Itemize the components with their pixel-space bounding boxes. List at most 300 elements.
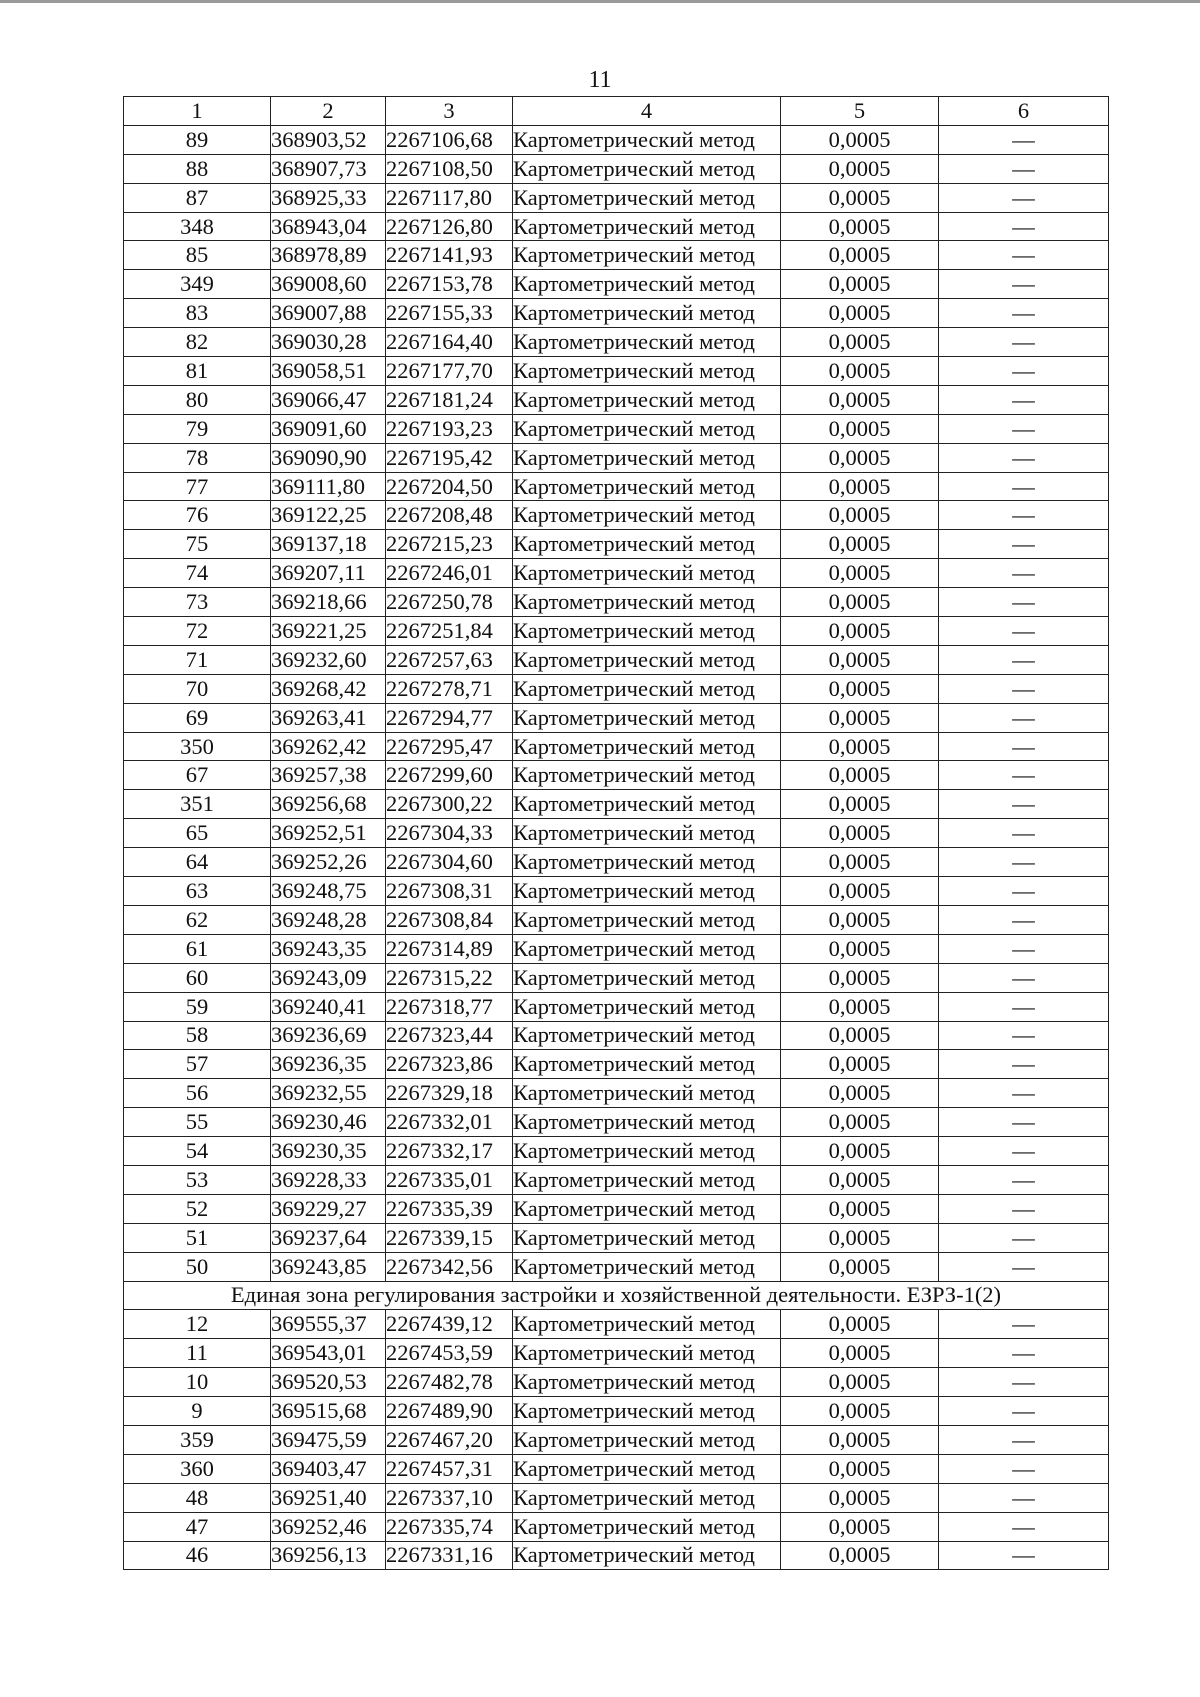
- note-cell: —: [939, 414, 1109, 443]
- accuracy-cell: 0,0005: [781, 1021, 939, 1050]
- point-number-cell: 61: [124, 934, 271, 963]
- method-cell: Картометрический метод: [513, 1079, 781, 1108]
- x-coordinate-cell: 369248,28: [271, 905, 386, 934]
- y-coordinate-cell: 2267304,60: [386, 848, 513, 877]
- note-cell: —: [939, 154, 1109, 183]
- x-coordinate-cell: 369007,88: [271, 299, 386, 328]
- accuracy-cell: 0,0005: [781, 357, 939, 386]
- point-number-cell: 89: [124, 125, 271, 154]
- accuracy-cell: 0,0005: [781, 183, 939, 212]
- method-cell: Картометрический метод: [513, 1223, 781, 1252]
- table-row: [124, 1310, 1109, 1339]
- point-number-cell: 77: [124, 472, 271, 501]
- note-cell: —: [939, 183, 1109, 212]
- section-title-row: [124, 1281, 1109, 1310]
- table-row: [124, 1194, 1109, 1223]
- y-coordinate-cell: 2267457,31: [386, 1454, 513, 1483]
- x-coordinate-cell: 369207,11: [271, 559, 386, 588]
- point-number-cell: 69: [124, 703, 271, 732]
- x-coordinate-cell: 369058,51: [271, 357, 386, 386]
- table-row: [124, 1483, 1109, 1512]
- point-number-cell: 360: [124, 1454, 271, 1483]
- point-number-cell: 70: [124, 674, 271, 703]
- accuracy-cell: 0,0005: [781, 1368, 939, 1397]
- accuracy-cell: 0,0005: [781, 299, 939, 328]
- table-row: [124, 241, 1109, 270]
- method-cell: Картометрический метод: [513, 125, 781, 154]
- point-number-cell: 87: [124, 183, 271, 212]
- accuracy-cell: 0,0005: [781, 617, 939, 646]
- point-number-cell: 72: [124, 617, 271, 646]
- y-coordinate-cell: 2267323,44: [386, 1021, 513, 1050]
- table-row: [124, 1223, 1109, 1252]
- x-coordinate-cell: 369543,01: [271, 1339, 386, 1368]
- method-cell: Картометрический метод: [513, 1021, 781, 1050]
- accuracy-cell: 0,0005: [781, 559, 939, 588]
- x-coordinate-cell: 369236,69: [271, 1021, 386, 1050]
- y-coordinate-cell: 2267108,50: [386, 154, 513, 183]
- accuracy-cell: 0,0005: [781, 212, 939, 241]
- table-row: [124, 819, 1109, 848]
- accuracy-cell: 0,0005: [781, 732, 939, 761]
- table-row: [124, 588, 1109, 617]
- point-number-cell: 349: [124, 270, 271, 299]
- note-cell: —: [939, 1397, 1109, 1426]
- x-coordinate-cell: 369252,26: [271, 848, 386, 877]
- accuracy-cell: 0,0005: [781, 877, 939, 906]
- table-row: [124, 645, 1109, 674]
- note-cell: —: [939, 1079, 1109, 1108]
- y-coordinate-cell: 2267278,71: [386, 674, 513, 703]
- y-coordinate-cell: 2267331,16: [386, 1541, 513, 1570]
- method-cell: Картометрический метод: [513, 385, 781, 414]
- point-number-cell: 81: [124, 357, 271, 386]
- table-row: [124, 1512, 1109, 1541]
- method-cell: Картометрический метод: [513, 212, 781, 241]
- point-number-cell: 65: [124, 819, 271, 848]
- y-coordinate-cell: 2267335,39: [386, 1194, 513, 1223]
- method-cell: Картометрический метод: [513, 905, 781, 934]
- x-coordinate-cell: 369229,27: [271, 1194, 386, 1223]
- note-cell: —: [939, 645, 1109, 674]
- y-coordinate-cell: 2267482,78: [386, 1368, 513, 1397]
- accuracy-cell: 0,0005: [781, 992, 939, 1021]
- note-cell: —: [939, 1483, 1109, 1512]
- point-number-cell: 52: [124, 1194, 271, 1223]
- point-number-cell: 47: [124, 1512, 271, 1541]
- y-coordinate-cell: 2267308,84: [386, 905, 513, 934]
- point-number-cell: 11: [124, 1339, 271, 1368]
- y-coordinate-cell: 2267315,22: [386, 963, 513, 992]
- note-cell: —: [939, 1223, 1109, 1252]
- method-cell: Картометрический метод: [513, 1050, 781, 1079]
- table-row: [124, 1108, 1109, 1137]
- method-cell: Картометрический метод: [513, 443, 781, 472]
- method-cell: Картометрический метод: [513, 645, 781, 674]
- method-cell: Картометрический метод: [513, 1339, 781, 1368]
- note-cell: —: [939, 1368, 1109, 1397]
- y-coordinate-cell: 2267153,78: [386, 270, 513, 299]
- table-row: [124, 357, 1109, 386]
- x-coordinate-cell: 369240,41: [271, 992, 386, 1021]
- accuracy-cell: 0,0005: [781, 472, 939, 501]
- header-cell-2: 2: [271, 97, 386, 126]
- header-cell-6: 6: [939, 97, 1109, 126]
- note-cell: —: [939, 905, 1109, 934]
- method-cell: Картометрический метод: [513, 1512, 781, 1541]
- table-row: [124, 934, 1109, 963]
- x-coordinate-cell: 369091,60: [271, 414, 386, 443]
- y-coordinate-cell: 2267332,17: [386, 1137, 513, 1166]
- point-number-cell: 79: [124, 414, 271, 443]
- x-coordinate-cell: 369218,66: [271, 588, 386, 617]
- point-number-cell: 60: [124, 963, 271, 992]
- method-cell: Картометрический метод: [513, 559, 781, 588]
- table-row: [124, 443, 1109, 472]
- header-cell-5: 5: [781, 97, 939, 126]
- table-row: [124, 414, 1109, 443]
- x-coordinate-cell: 369252,51: [271, 819, 386, 848]
- table-row: [124, 385, 1109, 414]
- y-coordinate-cell: 2267251,84: [386, 617, 513, 646]
- note-cell: —: [939, 299, 1109, 328]
- note-cell: —: [939, 357, 1109, 386]
- method-cell: Картометрический метод: [513, 299, 781, 328]
- point-number-cell: 75: [124, 530, 271, 559]
- method-cell: Картометрический метод: [513, 1397, 781, 1426]
- y-coordinate-cell: 2267106,68: [386, 125, 513, 154]
- note-cell: —: [939, 1454, 1109, 1483]
- y-coordinate-cell: 2267314,89: [386, 934, 513, 963]
- y-coordinate-cell: 2267300,22: [386, 790, 513, 819]
- accuracy-cell: 0,0005: [781, 761, 939, 790]
- point-number-cell: 348: [124, 212, 271, 241]
- x-coordinate-cell: 369263,41: [271, 703, 386, 732]
- point-number-cell: 57: [124, 1050, 271, 1079]
- accuracy-cell: 0,0005: [781, 1454, 939, 1483]
- note-cell: —: [939, 1541, 1109, 1570]
- note-cell: —: [939, 472, 1109, 501]
- point-number-cell: 48: [124, 1483, 271, 1512]
- note-cell: —: [939, 443, 1109, 472]
- method-cell: Картометрический метод: [513, 1368, 781, 1397]
- top-edge-rule: [0, 0, 1200, 3]
- accuracy-cell: 0,0005: [781, 414, 939, 443]
- point-number-cell: 53: [124, 1165, 271, 1194]
- point-number-cell: 51: [124, 1223, 271, 1252]
- method-cell: Картометрический метод: [513, 241, 781, 270]
- accuracy-cell: 0,0005: [781, 588, 939, 617]
- table-row: [124, 877, 1109, 906]
- section-row-group: [124, 1281, 1109, 1310]
- y-coordinate-cell: 2267323,86: [386, 1050, 513, 1079]
- accuracy-cell: 0,0005: [781, 905, 939, 934]
- point-number-cell: 9: [124, 1397, 271, 1426]
- y-coordinate-cell: 2267339,15: [386, 1223, 513, 1252]
- y-coordinate-cell: 2267164,40: [386, 328, 513, 357]
- note-cell: —: [939, 212, 1109, 241]
- accuracy-cell: 0,0005: [781, 1165, 939, 1194]
- point-number-cell: 351: [124, 790, 271, 819]
- accuracy-cell: 0,0005: [781, 154, 939, 183]
- x-coordinate-cell: 369248,75: [271, 877, 386, 906]
- section-title: Единая зона регулирования застройки и хозяйственной деятельности. ЕЗРЗ-1(2): [124, 1281, 1109, 1310]
- x-coordinate-cell: 369251,40: [271, 1483, 386, 1512]
- method-cell: Картометрический метод: [513, 1425, 781, 1454]
- point-number-cell: 359: [124, 1425, 271, 1454]
- y-coordinate-cell: 2267439,12: [386, 1310, 513, 1339]
- x-coordinate-cell: 368978,89: [271, 241, 386, 270]
- x-coordinate-cell: 369228,33: [271, 1165, 386, 1194]
- accuracy-cell: 0,0005: [781, 241, 939, 270]
- y-coordinate-cell: 2267304,33: [386, 819, 513, 848]
- table-row: [124, 1368, 1109, 1397]
- table-row: [124, 1050, 1109, 1079]
- point-number-cell: 88: [124, 154, 271, 183]
- x-coordinate-cell: 369520,53: [271, 1368, 386, 1397]
- y-coordinate-cell: 2267337,10: [386, 1483, 513, 1512]
- method-cell: Картометрический метод: [513, 328, 781, 357]
- note-cell: —: [939, 501, 1109, 530]
- note-cell: —: [939, 588, 1109, 617]
- table-row: [124, 1425, 1109, 1454]
- table-row: [124, 1137, 1109, 1166]
- table-row: [124, 1079, 1109, 1108]
- x-coordinate-cell: 369230,35: [271, 1137, 386, 1166]
- method-cell: Картометрический метод: [513, 1108, 781, 1137]
- y-coordinate-cell: 2267335,01: [386, 1165, 513, 1194]
- table-row: [124, 212, 1109, 241]
- y-coordinate-cell: 2267342,56: [386, 1252, 513, 1281]
- accuracy-cell: 0,0005: [781, 1512, 939, 1541]
- y-coordinate-cell: 2267195,42: [386, 443, 513, 472]
- x-coordinate-cell: 369221,25: [271, 617, 386, 646]
- table-row: [124, 1339, 1109, 1368]
- y-coordinate-cell: 2267453,59: [386, 1339, 513, 1368]
- note-cell: —: [939, 125, 1109, 154]
- method-cell: Картометрический метод: [513, 1194, 781, 1223]
- note-cell: —: [939, 1021, 1109, 1050]
- note-cell: —: [939, 703, 1109, 732]
- x-coordinate-cell: 369066,47: [271, 385, 386, 414]
- point-number-cell: 63: [124, 877, 271, 906]
- point-number-cell: 46: [124, 1541, 271, 1570]
- point-number-cell: 74: [124, 559, 271, 588]
- method-cell: Картометрический метод: [513, 270, 781, 299]
- y-coordinate-cell: 2267215,23: [386, 530, 513, 559]
- accuracy-cell: 0,0005: [781, 1252, 939, 1281]
- point-number-cell: 59: [124, 992, 271, 1021]
- table-row: [124, 848, 1109, 877]
- x-coordinate-cell: 369243,85: [271, 1252, 386, 1281]
- method-cell: Картометрический метод: [513, 1483, 781, 1512]
- x-coordinate-cell: 369256,13: [271, 1541, 386, 1570]
- x-coordinate-cell: 369230,46: [271, 1108, 386, 1137]
- x-coordinate-cell: 369257,38: [271, 761, 386, 790]
- note-cell: —: [939, 1425, 1109, 1454]
- accuracy-cell: 0,0005: [781, 328, 939, 357]
- method-cell: Картометрический метод: [513, 934, 781, 963]
- coordinates-table: [123, 96, 1109, 1570]
- point-number-cell: 82: [124, 328, 271, 357]
- x-coordinate-cell: 369008,60: [271, 270, 386, 299]
- method-cell: Картометрический метод: [513, 530, 781, 559]
- x-coordinate-cell: 369262,42: [271, 732, 386, 761]
- note-cell: —: [939, 674, 1109, 703]
- note-cell: —: [939, 761, 1109, 790]
- y-coordinate-cell: 2267177,70: [386, 357, 513, 386]
- method-cell: Картометрический метод: [513, 819, 781, 848]
- accuracy-cell: 0,0005: [781, 1339, 939, 1368]
- point-number-cell: 64: [124, 848, 271, 877]
- table-row: [124, 1021, 1109, 1050]
- x-coordinate-cell: 369030,28: [271, 328, 386, 357]
- x-coordinate-cell: 369090,90: [271, 443, 386, 472]
- accuracy-cell: 0,0005: [781, 848, 939, 877]
- note-cell: —: [939, 530, 1109, 559]
- accuracy-cell: 0,0005: [781, 1108, 939, 1137]
- table-row: [124, 270, 1109, 299]
- accuracy-cell: 0,0005: [781, 1397, 939, 1426]
- point-number-cell: 56: [124, 1079, 271, 1108]
- y-coordinate-cell: 2267308,31: [386, 877, 513, 906]
- point-number-cell: 67: [124, 761, 271, 790]
- header-cell-3: 3: [386, 97, 513, 126]
- accuracy-cell: 0,0005: [781, 934, 939, 963]
- point-number-cell: 76: [124, 501, 271, 530]
- x-coordinate-cell: 368943,04: [271, 212, 386, 241]
- x-coordinate-cell: 369236,35: [271, 1050, 386, 1079]
- y-coordinate-cell: 2267246,01: [386, 559, 513, 588]
- y-coordinate-cell: 2267335,74: [386, 1512, 513, 1541]
- method-cell: Картометрический метод: [513, 877, 781, 906]
- x-coordinate-cell: 368903,52: [271, 125, 386, 154]
- table-row: [124, 617, 1109, 646]
- y-coordinate-cell: 2267204,50: [386, 472, 513, 501]
- note-cell: —: [939, 790, 1109, 819]
- table-row: [124, 328, 1109, 357]
- table-row: [124, 125, 1109, 154]
- point-number-cell: 78: [124, 443, 271, 472]
- method-cell: Картометрический метод: [513, 992, 781, 1021]
- method-cell: Картометрический метод: [513, 414, 781, 443]
- y-coordinate-cell: 2267117,80: [386, 183, 513, 212]
- point-number-cell: 12: [124, 1310, 271, 1339]
- x-coordinate-cell: 369237,64: [271, 1223, 386, 1252]
- x-coordinate-cell: 369252,46: [271, 1512, 386, 1541]
- method-cell: Картометрический метод: [513, 154, 781, 183]
- table-row: [124, 1454, 1109, 1483]
- method-cell: Картометрический метод: [513, 1137, 781, 1166]
- accuracy-cell: 0,0005: [781, 674, 939, 703]
- note-cell: —: [939, 617, 1109, 646]
- x-coordinate-cell: 369555,37: [271, 1310, 386, 1339]
- note-cell: —: [939, 877, 1109, 906]
- method-cell: Картометрический метод: [513, 472, 781, 501]
- method-cell: Картометрический метод: [513, 963, 781, 992]
- accuracy-cell: 0,0005: [781, 1194, 939, 1223]
- accuracy-cell: 0,0005: [781, 1425, 939, 1454]
- y-coordinate-cell: 2267257,63: [386, 645, 513, 674]
- accuracy-cell: 0,0005: [781, 443, 939, 472]
- x-coordinate-cell: 369243,09: [271, 963, 386, 992]
- method-cell: Картометрический метод: [513, 1310, 781, 1339]
- method-cell: Картометрический метод: [513, 761, 781, 790]
- method-cell: Картометрический метод: [513, 674, 781, 703]
- point-number-cell: 50: [124, 1252, 271, 1281]
- y-coordinate-cell: 2267294,77: [386, 703, 513, 732]
- table-row: [124, 905, 1109, 934]
- point-number-cell: 58: [124, 1021, 271, 1050]
- accuracy-cell: 0,0005: [781, 1541, 939, 1570]
- accuracy-cell: 0,0005: [781, 1137, 939, 1166]
- method-cell: Картометрический метод: [513, 703, 781, 732]
- point-number-cell: 83: [124, 299, 271, 328]
- method-cell: Картометрический метод: [513, 1165, 781, 1194]
- table-row: [124, 790, 1109, 819]
- accuracy-cell: 0,0005: [781, 790, 939, 819]
- accuracy-cell: 0,0005: [781, 270, 939, 299]
- point-number-cell: 80: [124, 385, 271, 414]
- x-coordinate-cell: 368925,33: [271, 183, 386, 212]
- table-row: [124, 1397, 1109, 1426]
- note-cell: —: [939, 992, 1109, 1021]
- table-row: [124, 154, 1109, 183]
- x-coordinate-cell: 369232,60: [271, 645, 386, 674]
- y-coordinate-cell: 2267467,20: [386, 1425, 513, 1454]
- accuracy-cell: 0,0005: [781, 963, 939, 992]
- group1-rows: [124, 125, 1109, 1281]
- method-cell: Картометрический метод: [513, 1454, 781, 1483]
- method-cell: Картометрический метод: [513, 732, 781, 761]
- table-row: [124, 501, 1109, 530]
- header-cell-4: 4: [513, 97, 781, 126]
- accuracy-cell: 0,0005: [781, 125, 939, 154]
- x-coordinate-cell: 369475,59: [271, 1425, 386, 1454]
- y-coordinate-cell: 2267181,24: [386, 385, 513, 414]
- note-cell: —: [939, 328, 1109, 357]
- group2-rows: [124, 1310, 1109, 1570]
- y-coordinate-cell: 2267318,77: [386, 992, 513, 1021]
- y-coordinate-cell: 2267329,18: [386, 1079, 513, 1108]
- note-cell: —: [939, 1165, 1109, 1194]
- note-cell: —: [939, 241, 1109, 270]
- accuracy-cell: 0,0005: [781, 385, 939, 414]
- y-coordinate-cell: 2267193,23: [386, 414, 513, 443]
- table-row: [124, 1252, 1109, 1281]
- y-coordinate-cell: 2267295,47: [386, 732, 513, 761]
- x-coordinate-cell: 369232,55: [271, 1079, 386, 1108]
- note-cell: —: [939, 732, 1109, 761]
- accuracy-cell: 0,0005: [781, 1310, 939, 1339]
- x-coordinate-cell: 369256,68: [271, 790, 386, 819]
- table-header-row: [124, 97, 1109, 126]
- table-row: [124, 703, 1109, 732]
- accuracy-cell: 0,0005: [781, 819, 939, 848]
- method-cell: Картометрический метод: [513, 501, 781, 530]
- y-coordinate-cell: 2267155,33: [386, 299, 513, 328]
- table-row: [124, 1165, 1109, 1194]
- y-coordinate-cell: 2267299,60: [386, 761, 513, 790]
- header-cell-1: 1: [124, 97, 271, 126]
- point-number-cell: 71: [124, 645, 271, 674]
- accuracy-cell: 0,0005: [781, 1050, 939, 1079]
- table-row: [124, 530, 1109, 559]
- y-coordinate-cell: 2267489,90: [386, 1397, 513, 1426]
- page-number: 11: [588, 67, 612, 93]
- table-row: [124, 761, 1109, 790]
- note-cell: —: [939, 1194, 1109, 1223]
